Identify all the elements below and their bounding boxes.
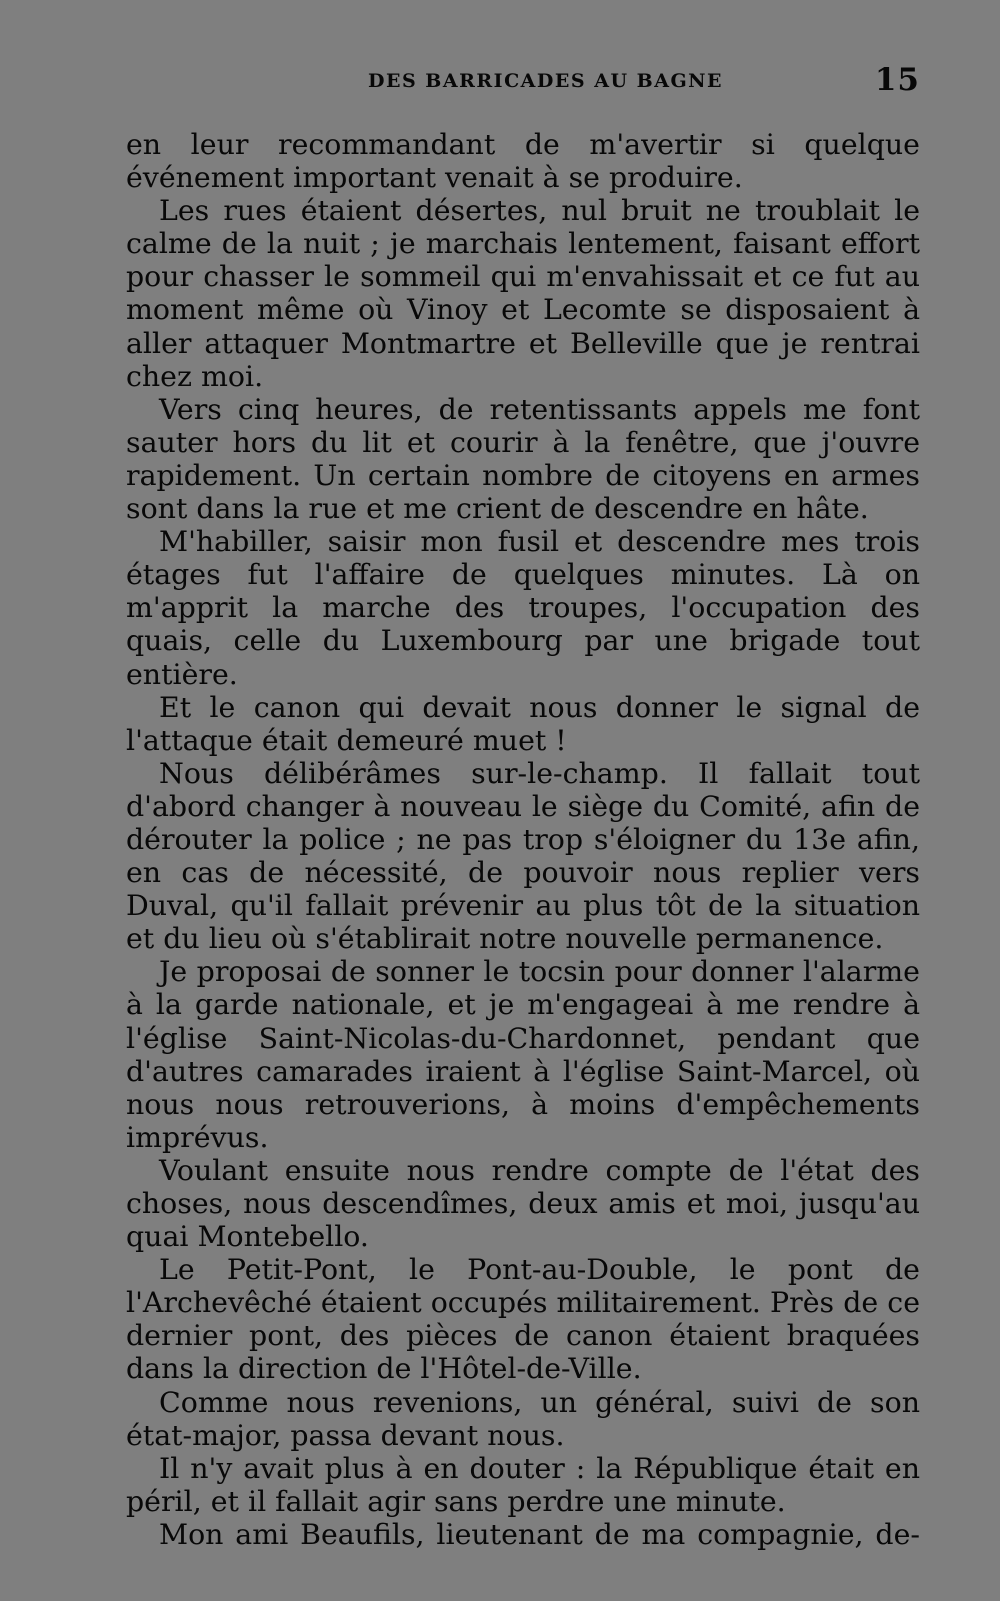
paragraph: Je proposai de sonner le tocsin pour donner l'alarme à la garde nationale, et je m'engageai à me rendre à l'église Saint-Nicolas-du-Chardonnet, pendant que d'autres camarades iraient à l'église Saint-Marcel, où nous nous retrouverions, à moins d'empêchements imprévus.	[126, 955, 920, 1154]
paragraph: Le Petit-Pont, le Pont-au-Double, le pont de l'Archevêché étaient occupés militairement. Près de ce dernier pont, des pièces de canon étaient braquées dans la direction de l'Hôtel-de-Ville.	[126, 1253, 920, 1386]
paragraph: Voulant ensuite nous rendre compte de l'état des choses, nous descendîmes, deux amis et moi, jusqu'au quai Montebello.	[126, 1153, 920, 1254]
paragraph: Vers cinq heures, de retentissants appels me font sauter hors du lit et courir à la fenêtre, que j'ouvre rapidement. Un certain nombre de citoyens en armes sont dans la rue et me crient de descendre en hâte.	[126, 392, 920, 526]
paragraph: en leur recommandant de m'avertir si quelque événement important venait à se produire.	[126, 128, 920, 195]
page-number: 15	[874, 62, 920, 98]
body-text	[126, 128, 920, 1551]
paragraph: Et le canon qui devait nous donner le signal de l'attaque était demeuré muet !	[126, 690, 920, 757]
running-header	[126, 62, 920, 102]
paragraph: Il n'y avait plus à en douter : la République était en péril, et il fallait agir sans perdre une minute.	[126, 1451, 920, 1518]
paragraph: Comme nous revenions, un général, suivi de son état-major, passa devant nous.	[126, 1385, 920, 1452]
paragraph: M'habiller, saisir mon fusil et descendre mes trois étages fut l'affaire de quelques minutes. Là on m'apprit la marche des troupes, l'occupation des quais, celle du Luxembourg par une brigade tout entière.	[126, 525, 920, 691]
paragraph: Mon ami Beaufils, lieutenant de ma compagnie, de-	[159, 1517, 920, 1551]
paragraph: Nous délibérâmes sur-le-champ. Il fallait tout d'abord changer à nouveau le siège du Comité, afin de dérouter la police ; ne pas trop s'éloigner du 13e afin, en cas de nécessité, de pouvoir nous replier vers Duval, qu'il fallait prévenir au plus tôt de la situation et du lieu où s'établirait notre nouvelle permanence.	[126, 756, 920, 956]
paragraph: Les rues étaient désertes, nul bruit ne troublait le calme de la nuit ; je marchais lentement, faisant effort pour chasser le sommeil qui m'envahissait et ce fut au moment même où Vinoy et Lecomte se disposaient à aller attaquer Montmartre et Belleville que je rentrai chez moi.	[126, 194, 920, 393]
running-title: DES BARRICADES AU BAGNE	[368, 70, 724, 92]
